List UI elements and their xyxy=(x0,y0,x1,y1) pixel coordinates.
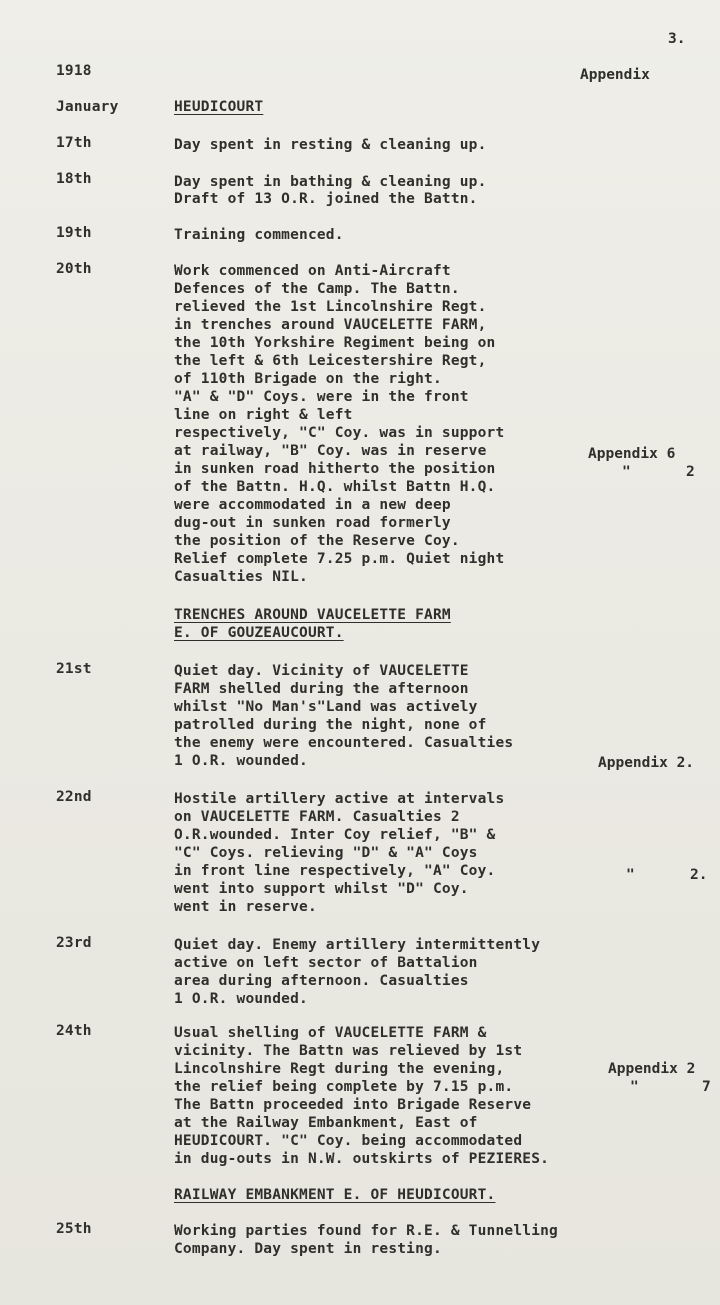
location-trenches: TRENCHES AROUND VAUCELETTE FARM xyxy=(174,607,451,623)
entry-line: Lincolnshire Regt during the evening, xyxy=(174,1061,505,1077)
entry-line: Day spent in resting & cleaning up. xyxy=(174,137,487,153)
entry-line: Usual shelling of VAUCELETTE FARM & xyxy=(174,1025,487,1041)
entry-date: 17th xyxy=(56,135,92,151)
entry-line: in front line respectively, "A" Coy. xyxy=(174,863,496,879)
entry-date: 20th xyxy=(56,261,92,277)
entry-line: Draft of 13 O.R. joined the Battn. xyxy=(174,191,478,207)
location-heudicourt: HEUDICOURT xyxy=(174,99,264,115)
entry-line: HEUDICOURT. "C" Coy. being accommodated xyxy=(174,1133,523,1149)
entry-line: in dug-outs in N.W. outskirts of PEZIERES. xyxy=(174,1151,550,1167)
entry-line: in trenches around VAUCELETTE FARM, xyxy=(174,317,487,333)
ditto-mark: " xyxy=(630,1079,639,1095)
entry-line: Hostile artillery active at intervals xyxy=(174,791,505,807)
entry-line: Day spent in bathing & cleaning up. xyxy=(174,174,487,190)
entry-line: at railway, "B" Coy. was in reserve xyxy=(174,443,487,459)
entry-line: vicinity. The Battn was relieved by 1st xyxy=(174,1043,523,1059)
margin-ref: Appendix 6 xyxy=(588,446,676,462)
appendix-header: Appendix xyxy=(580,67,650,83)
entry-date: 25th xyxy=(56,1221,92,1237)
entry-line: respectively, "C" Coy. was in support xyxy=(174,425,505,441)
month: January xyxy=(56,99,119,115)
entry-line: the relief being complete by 7.15 p.m. xyxy=(174,1079,514,1095)
entry-date: 23rd xyxy=(56,935,92,951)
entry-line: Defences of the Camp. The Battn. xyxy=(174,281,460,297)
entry-line: area during afternoon. Casualties xyxy=(174,973,469,989)
entry-line: in sunken road hitherto the position xyxy=(174,461,496,477)
entry-line: of 110th Brigade on the right. xyxy=(174,371,442,387)
entry-line: Working parties found for R.E. & Tunnelling xyxy=(174,1223,558,1239)
entry-line: O.R.wounded. Inter Coy relief, "B" & xyxy=(174,827,496,843)
entry-line: line on right & left xyxy=(174,407,353,423)
margin-ref: 2 xyxy=(686,464,695,480)
margin-ref: 7 xyxy=(702,1079,711,1095)
entry-line: patrolled during the night, none of xyxy=(174,717,487,733)
entry-line: went in reserve. xyxy=(174,899,317,915)
page-number: 3. xyxy=(668,31,686,47)
entry-line: whilst "No Man's"Land was actively xyxy=(174,699,478,715)
margin-ref: 2. xyxy=(690,867,708,883)
entry-line: "A" & "D" Coys. were in the front xyxy=(174,389,469,405)
entry-line: Training commenced. xyxy=(174,227,344,243)
ditto-mark: " xyxy=(622,464,631,480)
entry-line: The Battn proceeded into Brigade Reserve xyxy=(174,1097,532,1113)
entry-line: the left & 6th Leicestershire Regt, xyxy=(174,353,487,369)
location-railway: RAILWAY EMBANKMENT E. OF HEUDICOURT. xyxy=(174,1187,496,1203)
ditto-mark: " xyxy=(626,867,635,883)
entry-line: Work commenced on Anti-Aircraft xyxy=(174,263,451,279)
entry-line: Company. Day spent in resting. xyxy=(174,1241,442,1257)
entry-date: 24th xyxy=(56,1023,92,1039)
margin-ref: Appendix 2. xyxy=(598,755,695,771)
entry-date: 19th xyxy=(56,225,92,241)
entry-date: 22nd xyxy=(56,789,92,805)
entry-line: went into support whilst "D" Coy. xyxy=(174,881,469,897)
year: 1918 xyxy=(56,63,92,79)
entry-line: active on left sector of Battalion xyxy=(174,955,478,971)
entry-line: Relief complete 7.25 p.m. Quiet night xyxy=(174,551,505,567)
entry-line: at the Railway Embankment, East of xyxy=(174,1115,478,1131)
entry-date: 21st xyxy=(56,661,92,677)
entry-line: Quiet day. Vicinity of VAUCELETTE xyxy=(174,663,469,679)
location-trenches-sub: E. OF GOUZEAUCOURT. xyxy=(174,625,344,641)
entry-line: FARM shelled during the afternoon xyxy=(174,681,469,697)
entry-line: 1 O.R. wounded. xyxy=(174,991,308,1007)
entry-line: the position of the Reserve Coy. xyxy=(174,533,460,549)
entry-line: the enemy were encountered. Casualties xyxy=(174,735,514,751)
entry-line: the 10th Yorkshire Regiment being on xyxy=(174,335,496,351)
entry-line: of the Battn. H.Q. whilst Battn H.Q. xyxy=(174,479,496,495)
entry-line: 1 O.R. wounded. xyxy=(174,753,308,769)
entry-line: were accommodated in a new deep xyxy=(174,497,451,513)
entry-line: "C" Coys. relieving "D" & "A" Coys xyxy=(174,845,478,861)
entry-line: Casualties NIL. xyxy=(174,569,308,585)
margin-ref: Appendix 2 xyxy=(608,1061,696,1077)
entry-line: dug-out in sunken road formerly xyxy=(174,515,451,531)
entry-line: Quiet day. Enemy artillery intermittently xyxy=(174,937,541,953)
entry-line: relieved the 1st Lincolnshire Regt. xyxy=(174,299,487,315)
entry-date: 18th xyxy=(56,171,92,187)
entry-line: on VAUCELETTE FARM. Casualties 2 xyxy=(174,809,460,825)
